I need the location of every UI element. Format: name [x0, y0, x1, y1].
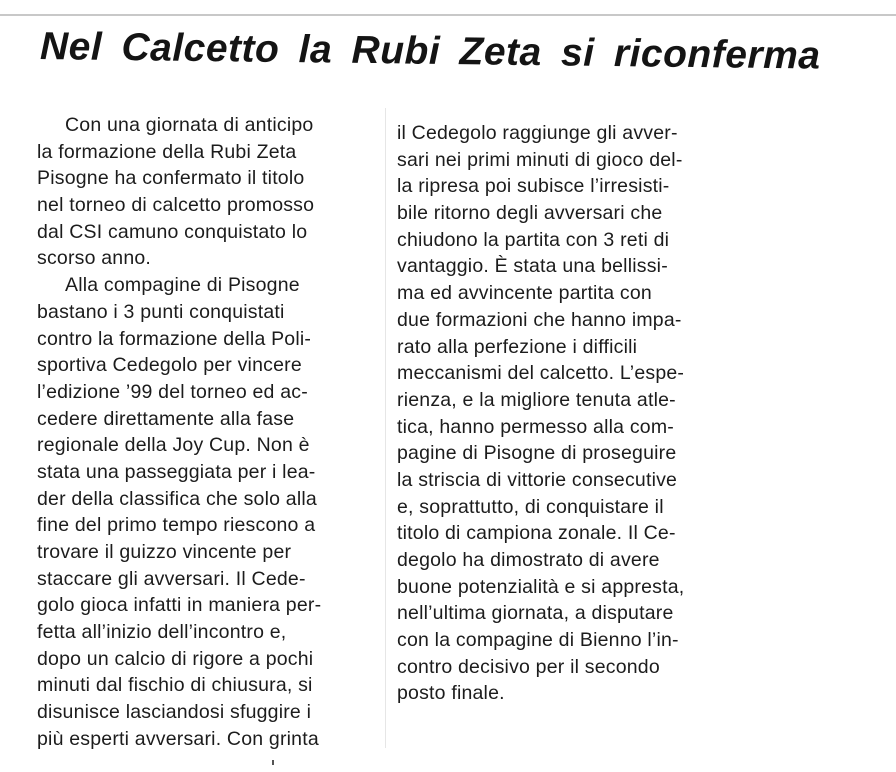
text-line: il Cedegolo raggiunge gli avver- [397, 122, 678, 144]
text-line: due formazioni che hanno impa- [397, 308, 682, 331]
article-column-right [397, 120, 727, 707]
top-rule [0, 14, 896, 16]
article-headline: Nel Calcetto la Rubi Zeta si riconferma [39, 25, 821, 78]
text-line: sportiva Cedegolo per vincere [37, 354, 302, 377]
text-line: la striscia di vittorie consecutive [397, 468, 678, 491]
text-line: meccanismi del calcetto. L’espe- [397, 362, 685, 385]
text-line: staccare gli avversari. Il Cede- [37, 567, 306, 590]
text-line: sari nei primi minuti di gioco del- [397, 148, 683, 171]
text-line: dal CSI camuno conquistato lo [37, 220, 308, 243]
text-line: tica, hanno permesso alla com- [397, 415, 674, 438]
text-line: minuti dal fischio di chiusura, si [37, 674, 313, 697]
text-line: buone potenzialità e si appresta, [397, 575, 685, 598]
text-line: bastano i 3 punti conquistati [37, 300, 285, 323]
text-line: der della classifica che solo alla [37, 487, 317, 510]
text-line: la formazione della Rubi Zeta [37, 140, 297, 163]
text-line: dopo un calcio di rigore a pochi [37, 647, 314, 670]
text-line: cedere direttamente alla fase [37, 407, 295, 430]
text-line: fetta all’inizio dell’incontro e, [37, 621, 287, 644]
text-line: e, soprattutto, di conquistare il [397, 495, 664, 518]
text-line: stata una passeggiata per i lea- [37, 460, 316, 483]
text-line: golo gioca infatti in maniera per- [37, 594, 322, 617]
text-line: contro la formazione della Poli- [37, 327, 312, 350]
text-line: la ripresa poi subisce l’irresisti- [397, 175, 670, 198]
text-line: Pisogne ha confermato il titolo [37, 167, 305, 190]
text-line: più esperti avversari. Con grinta [37, 727, 319, 750]
text-line: vantaggio. È stata una bellissi- [397, 255, 668, 278]
text-line: contro decisivo per il secondo [397, 655, 660, 678]
text-line: Alla compagine di Pisogne [65, 274, 300, 297]
article-column-left [37, 112, 359, 753]
text-line: titolo di campiona zonale. Il Ce- [397, 522, 676, 545]
scan-speck [272, 760, 274, 765]
text-line: nel torneo di calcetto promosso [37, 194, 315, 217]
text-line: chiudono la partita con 3 reti di [397, 228, 670, 251]
text-line: pagine di Pisogne di proseguire [397, 442, 677, 465]
column-divider [385, 108, 386, 748]
text-line: fine del primo tempo riescono a [37, 514, 316, 537]
text-line: l’edizione ’99 del torneo ed ac- [37, 380, 308, 403]
text-line: con la compagine di Bienno l’in- [397, 629, 679, 652]
text-line: rato alla perfezione i difficili [397, 335, 638, 358]
text-line: posto finale. [397, 682, 505, 705]
text-line: trovare il guizzo vincente per [37, 541, 292, 563]
text-line: bile ritorno degli avversari che [397, 202, 663, 225]
text-line: rienza, e la migliore tenuta atle- [397, 388, 676, 411]
text-line: ma ed avvincente partita con [397, 282, 652, 305]
text-line: Con una giornata di anticipo [65, 114, 314, 136]
text-line: disunisce lasciandosi sfuggire i [37, 701, 312, 724]
text-line: degolo ha dimostrato di avere [397, 549, 660, 571]
text-line: scorso anno. [37, 247, 152, 270]
text-line: nell’ultima giornata, a disputare [397, 602, 674, 625]
text-line: regionale della Joy Cup. Non è [37, 434, 310, 457]
